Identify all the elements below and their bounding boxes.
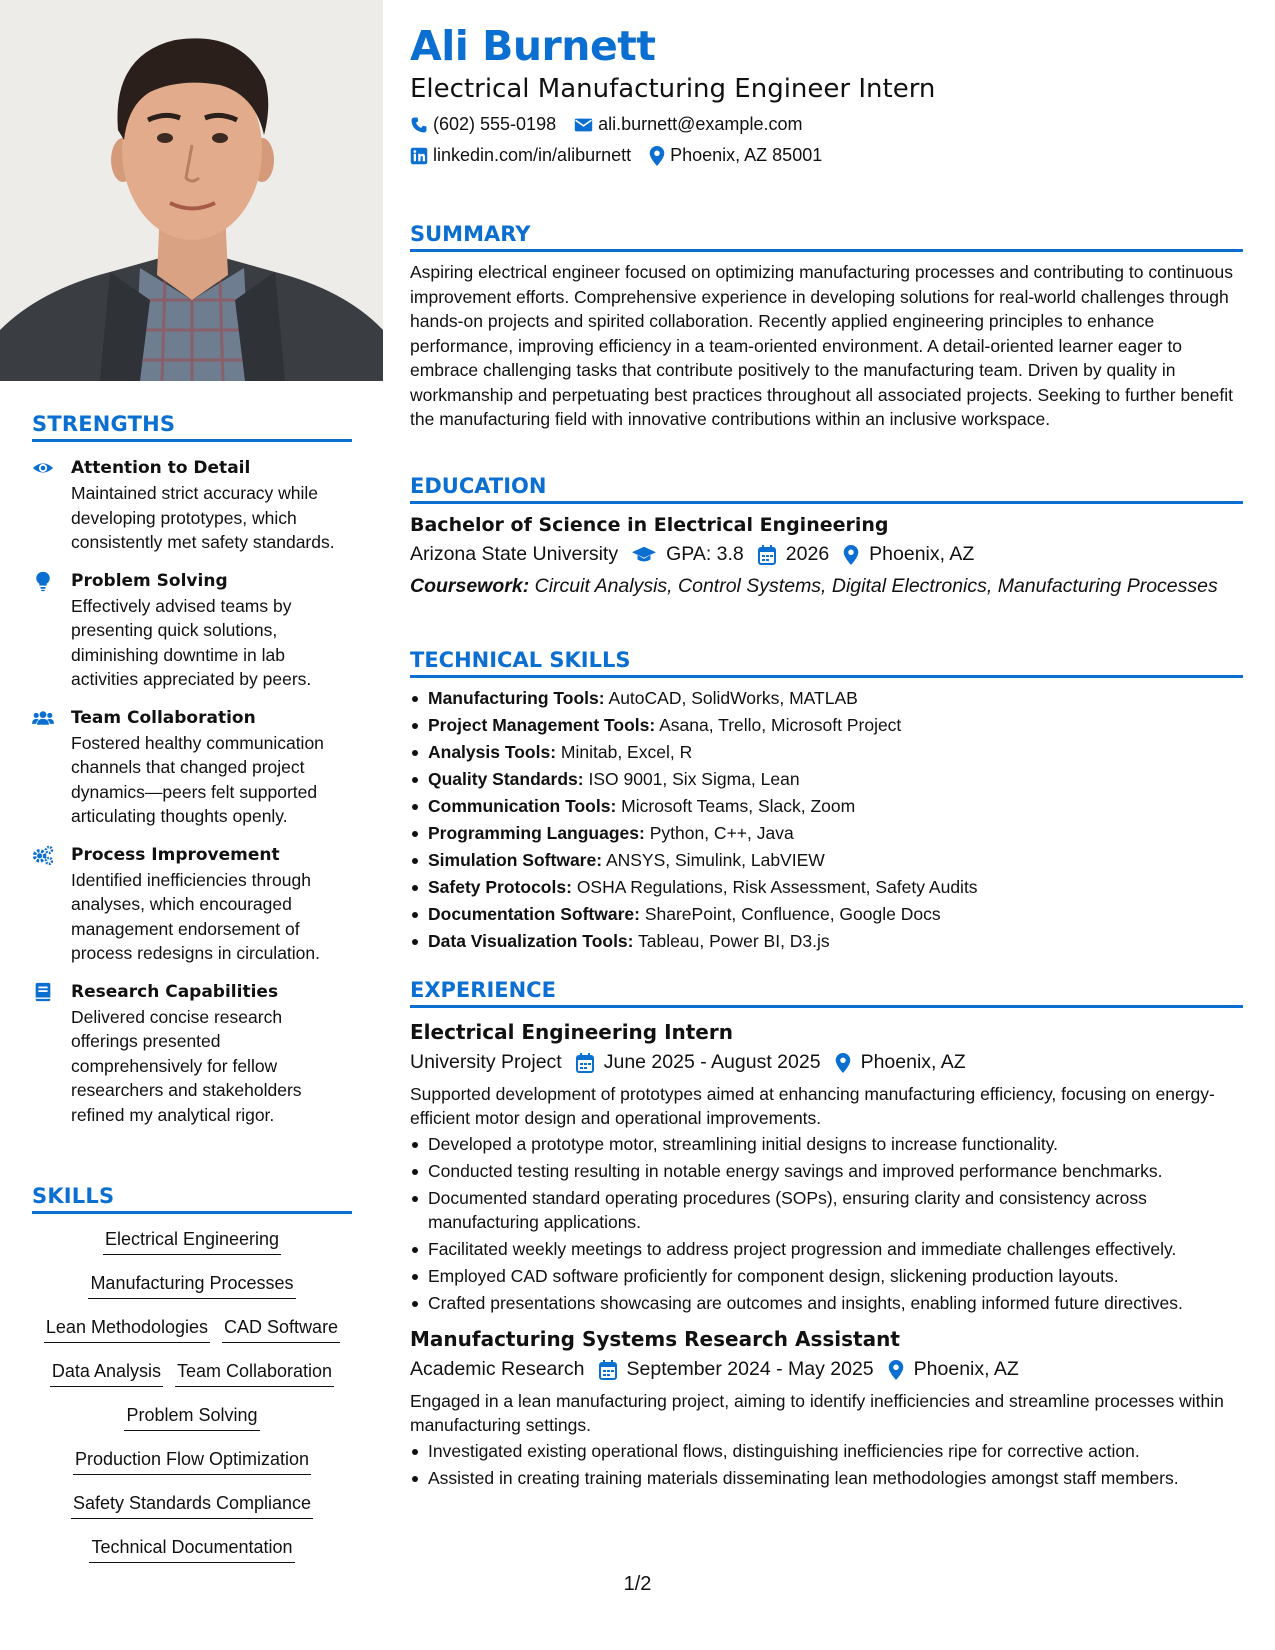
gears-icon bbox=[32, 844, 54, 866]
job-bullets bbox=[410, 1439, 1243, 1490]
eye-icon bbox=[32, 457, 54, 479]
strength-item bbox=[32, 570, 352, 692]
experience-title: EXPERIENCE bbox=[410, 978, 1243, 1008]
skill-chip: Safety Standards Compliance bbox=[71, 1492, 313, 1519]
contact-line-1 bbox=[410, 114, 820, 135]
skill-chip: CAD Software bbox=[222, 1316, 340, 1343]
phone-contact[interactable] bbox=[410, 114, 556, 135]
list-item: Simulation Software: ANSYS, Simulink, LabVIEW bbox=[410, 848, 1243, 872]
list-item: Conducted testing resulting in notable energy savings and improved performance benchmarks. bbox=[410, 1159, 1243, 1183]
skill-chip: Lean Methodologies bbox=[44, 1316, 210, 1343]
list-item: Crafted presentations showcasing are outcomes and insights, enabling informed future directives. bbox=[410, 1291, 1243, 1315]
list-item: Investigated existing operational flows, distinguishing inefficiencies ripe for corrective action. bbox=[410, 1439, 1243, 1463]
list-item: Data Visualization Tools: Tableau, Power BI, D3.js bbox=[410, 929, 1243, 953]
skill-chip: Manufacturing Processes bbox=[88, 1272, 295, 1299]
education-location: Phoenix, AZ bbox=[843, 543, 974, 566]
map-pin-icon bbox=[888, 1360, 904, 1380]
list-item: Manufacturing Tools: AutoCAD, SolidWorks, MATLAB bbox=[410, 686, 1243, 710]
skill-chip: Team Collaboration bbox=[175, 1360, 334, 1387]
job-bullets bbox=[410, 1132, 1243, 1315]
location-contact bbox=[649, 145, 822, 166]
job-entry bbox=[410, 1327, 1243, 1490]
users-icon bbox=[32, 707, 54, 729]
profile-photo bbox=[0, 0, 383, 381]
graduation-year: 2026 bbox=[758, 543, 829, 566]
list-item: Assisted in creating training materials disseminating lean methodologies amongst staff members. bbox=[410, 1466, 1243, 1490]
phone-icon bbox=[410, 116, 428, 134]
skill-chip: Production Flow Optimization bbox=[73, 1448, 311, 1475]
map-pin-icon bbox=[843, 545, 859, 565]
email-contact[interactable] bbox=[574, 114, 802, 135]
candidate-title: Electrical Manufacturing Engineer Intern bbox=[410, 74, 936, 104]
job-dates: September 2024 - May 2025 bbox=[599, 1358, 874, 1381]
list-item: Quality Standards: ISO 9001, Six Sigma, Lean bbox=[410, 767, 1243, 791]
map-pin-icon bbox=[835, 1053, 851, 1073]
phone-text: (602) 555-0198 bbox=[433, 114, 557, 134]
job-title: Manufacturing Systems Research Assistant bbox=[410, 1327, 900, 1351]
strength-item bbox=[32, 844, 352, 966]
skill-chip: Data Analysis bbox=[50, 1360, 163, 1387]
graduation-cap-icon bbox=[632, 546, 656, 564]
map-pin-icon bbox=[649, 146, 665, 166]
candidate-name: Ali Burnett bbox=[410, 22, 656, 70]
strength-title: Research Capabilities bbox=[71, 981, 279, 1002]
contact-line-2 bbox=[410, 145, 840, 166]
linkedin-icon bbox=[410, 147, 428, 165]
strength-title: Team Collaboration bbox=[71, 707, 256, 728]
gpa: GPA: 3.8 bbox=[632, 543, 744, 566]
technical-skills-section bbox=[410, 648, 1243, 956]
education-section bbox=[410, 474, 1243, 598]
experience-section bbox=[410, 978, 1243, 1493]
list-item: Analysis Tools: Minitab, Excel, R bbox=[410, 740, 1243, 764]
strength-text: Effectively advised teams by presenting quick solutions, diminishing downtime in lab activities appreciated by peers. bbox=[71, 595, 312, 689]
envelope-icon bbox=[574, 117, 593, 133]
lightbulb-icon bbox=[32, 570, 54, 592]
job-meta bbox=[410, 1051, 1243, 1074]
list-item: Communication Tools: Microsoft Teams, Slack, Zoom bbox=[410, 794, 1243, 818]
list-item: Documentation Software: SharePoint, Confluence, Google Docs bbox=[410, 902, 1243, 926]
strength-title: Attention to Detail bbox=[71, 458, 251, 478]
strengths-section bbox=[32, 412, 352, 1127]
technical-skills-title: TECHNICAL SKILLS bbox=[410, 648, 1243, 678]
degree-name: Bachelor of Science in Electrical Engineering bbox=[410, 514, 889, 536]
book-icon bbox=[32, 981, 54, 1003]
list-item: Safety Protocols: OSHA Regulations, Risk Assessment, Safety Audits bbox=[410, 875, 1243, 899]
job-dates: June 2025 - August 2025 bbox=[576, 1051, 821, 1074]
education-meta bbox=[410, 543, 1243, 566]
linkedin-text: linkedin.com/in/aliburnett bbox=[433, 145, 632, 165]
list-item: Developed a prototype motor, streamlining initial designs to increase functionality. bbox=[410, 1132, 1243, 1156]
strength-text: Delivered concise research offerings presented comprehensively for fellow researchers and stakeholders refined my analytical rigor. bbox=[71, 1006, 302, 1125]
list-item: Employed CAD software proficiently for component design, slickening production layouts. bbox=[410, 1264, 1243, 1288]
job-description: Supported development of prototypes aimed at enhancing manufacturing efficiency, focusing on energy-efficient motor design and operational improvements. bbox=[410, 1084, 1215, 1128]
strength-text: Maintained strict accuracy while developing prototypes, which consistently met safety standards. bbox=[71, 483, 335, 552]
calendar-icon bbox=[576, 1053, 594, 1073]
email-text: ali.burnett@example.com bbox=[598, 114, 803, 134]
job-org: University Project bbox=[410, 1051, 562, 1073]
strength-text: Identified inefficiencies through analyses, which encouraged management endorsement of process redesigns in circulation. bbox=[71, 869, 321, 963]
job-meta bbox=[410, 1358, 1243, 1381]
summary-text: Aspiring electrical engineer focused on optimizing manufacturing processes and contributing to continuous improvement efforts. Comprehensive experience in developing solutions for real-world challenges through hands-on projects and spirited collaboration. Recently applied engineering principles to enhance performance, improving efficiency in a team-oriented environment. A detail-oriented learner eager to embrace challenging tasks that contribute positively to the manufacturing team. Driven by quality in workmanship and perpetuating best practices throughout all associated projects. Seeking to further benefit the manufacturing field with innovative contributions within an inclusive workspace. bbox=[410, 262, 1233, 429]
skill-chip: Problem Solving bbox=[124, 1404, 259, 1431]
school-name: Arizona State University bbox=[410, 543, 619, 565]
strength-title: Problem Solving bbox=[71, 570, 228, 591]
strength-item bbox=[32, 981, 352, 1128]
page-indicator: 1/2 bbox=[623, 1573, 652, 1595]
coursework: Coursework: Circuit Analysis, Control Systems, Digital Electronics, Manufacturing Processes bbox=[410, 575, 1218, 597]
strength-item bbox=[32, 707, 352, 829]
job-org: Academic Research bbox=[410, 1358, 585, 1380]
job-title: Electrical Engineering Intern bbox=[410, 1020, 733, 1044]
calendar-icon bbox=[758, 545, 776, 565]
job-location: Phoenix, AZ bbox=[835, 1051, 966, 1074]
skills-list bbox=[32, 1228, 352, 1580]
strength-title: Process Improvement bbox=[71, 844, 280, 865]
skill-chip: Technical Documentation bbox=[89, 1536, 294, 1563]
list-item: Programming Languages: Python, C++, Java bbox=[410, 821, 1243, 845]
technical-skills-list bbox=[410, 686, 1243, 953]
linkedin-contact[interactable] bbox=[410, 145, 631, 166]
strength-item bbox=[32, 457, 352, 555]
skill-chip: Electrical Engineering bbox=[103, 1228, 281, 1255]
job-entry bbox=[410, 1020, 1243, 1315]
skills-section bbox=[32, 1184, 352, 1580]
job-location: Phoenix, AZ bbox=[888, 1358, 1019, 1381]
location-text: Phoenix, AZ 85001 bbox=[670, 145, 823, 165]
education-title: EDUCATION bbox=[410, 474, 1243, 504]
list-item: Facilitated weekly meetings to address project progression and immediate challenges effectively. bbox=[410, 1237, 1243, 1261]
list-item: Documented standard operating procedures (SOPs), ensuring clarity and consistency across manufacturing applications. bbox=[410, 1186, 1243, 1234]
calendar-icon bbox=[599, 1360, 617, 1380]
sidebar bbox=[0, 0, 383, 1650]
strength-text: Fostered healthy communication channels that changed project dynamics—peers felt supported articulating thoughts openly. bbox=[71, 732, 324, 826]
summary-title: SUMMARY bbox=[410, 222, 1243, 252]
strengths-title: STRENGTHS bbox=[32, 412, 352, 442]
summary-section bbox=[410, 222, 1243, 432]
list-item: Project Management Tools: Asana, Trello, Microsoft Project bbox=[410, 713, 1243, 737]
skills-title: SKILLS bbox=[32, 1184, 352, 1214]
job-description: Engaged in a lean manufacturing project, aiming to identify inefficiencies and streamline processes within manufacturing settings. bbox=[410, 1391, 1224, 1435]
